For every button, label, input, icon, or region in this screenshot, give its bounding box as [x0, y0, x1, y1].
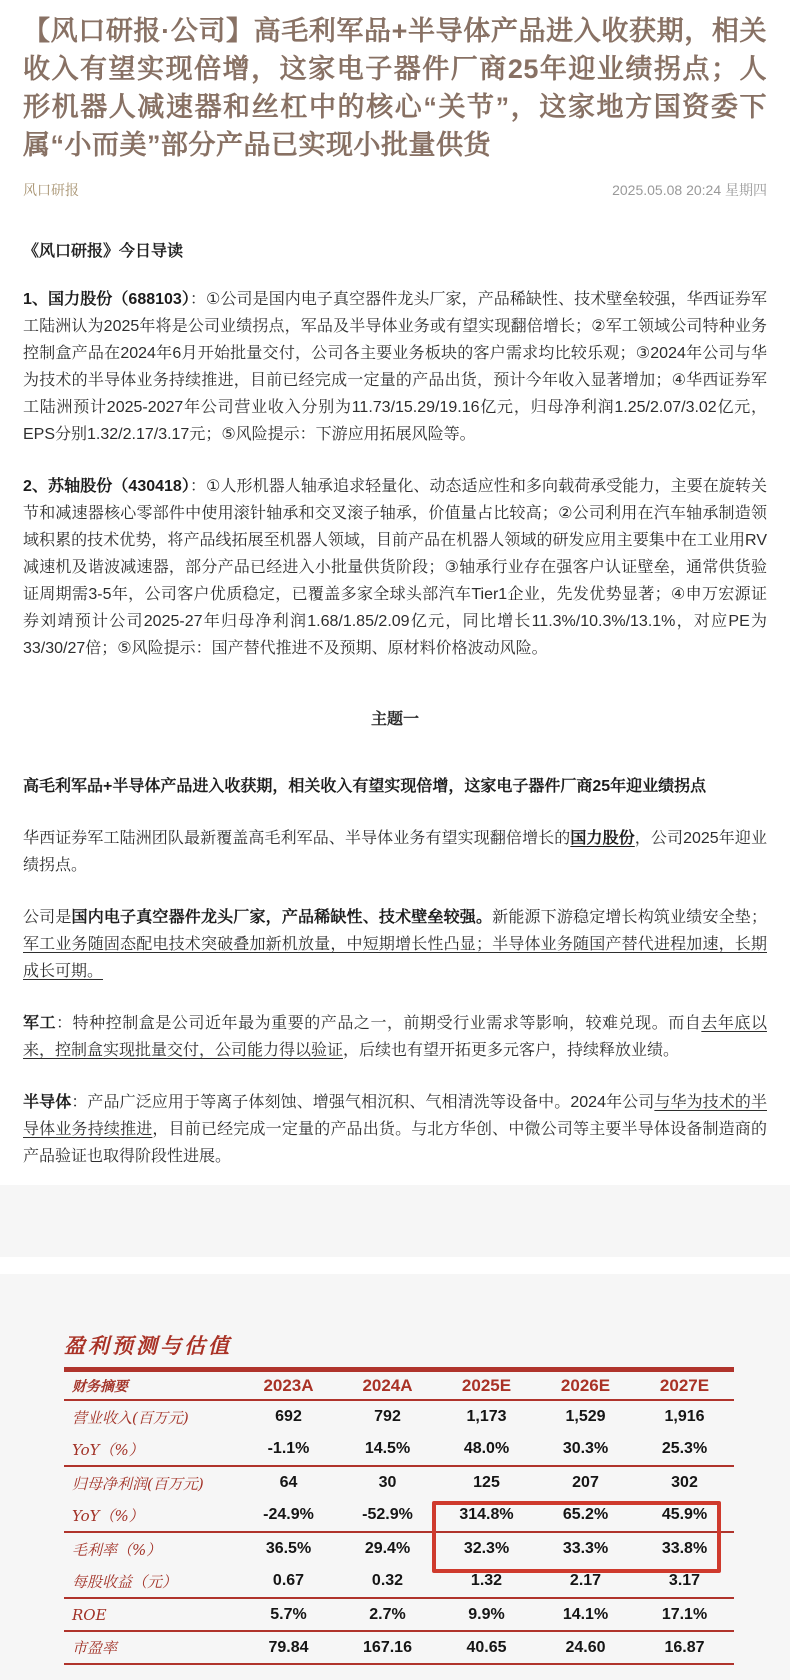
table-cell: 2.7% [369, 1605, 406, 1623]
table-cell: 302 [671, 1474, 698, 1491]
text-segment: ，后续也有望开拓更多元客户，持续释放业绩。 [343, 1042, 680, 1059]
text-segment: ：产品广泛应用于等离子体刻蚀、增强气相沉积、气相清洗等设备中。2024年公司 [71, 1094, 655, 1111]
table-row [64, 1565, 734, 1598]
text-segment: ，目前已经完成一定量的产品出货。与北方华创、中微公司等主要半导体设备制造商的产品验证也取得阶段性进展。 [23, 1121, 767, 1165]
stock-link[interactable]: 国力股份 [570, 830, 635, 847]
row-label: 毛利率（%） [72, 1540, 162, 1559]
lead-paragraph [23, 286, 767, 448]
text-segment: 公司是 [23, 909, 72, 926]
year-column-header: 2024A [362, 1375, 413, 1395]
row-label: YoY（%） [72, 1506, 144, 1525]
table-cell: -24.9% [263, 1506, 314, 1523]
table-cell: 24.60 [565, 1638, 606, 1656]
table-cell: 125 [473, 1474, 500, 1491]
table-cell: 45.9% [661, 1506, 708, 1523]
table-cell: 1,173 [466, 1408, 507, 1425]
year-column-header: 2027E [659, 1375, 710, 1395]
table-cell: 29.4% [364, 1540, 411, 1557]
text-segment: 新能源下游稳定增长构筑业绩安全垫； [492, 909, 767, 926]
text-segment: 1、国力股份（688103） [23, 291, 190, 308]
row-label: ROE [72, 1605, 107, 1624]
table-row [64, 1433, 734, 1466]
row-label: 市盈率 [72, 1639, 118, 1657]
row-label: YoY（%） [72, 1440, 144, 1459]
table-cell: 79.84 [268, 1638, 309, 1656]
table-row [64, 1532, 734, 1565]
table-cell: 14.5% [364, 1440, 411, 1457]
profit-forecast-card [64, 1330, 734, 1665]
text-segment: ：①公司是国内电子真空器件龙头厂家，产品稀缺性、技术壁垒较强，华西证券军工陆洲认为2025年将是公司业绩拐点，军品及半导体业务或有望实现翻倍增长；②军工领域公司特种业务控制盒产品在2024年6月开始批量交付，公司各主要业务板块的客户需求均比较乐观；③2024年公司与华为技术的半导体业务持续推进，目前已经完成一定量的产品出货，预计今年收入显著增加；④华西证券军工陆洲预计2025-2027年公司营业收入分别为11.73/15.29/19.16亿元，归母净利润1.25/2.07/3.02亿元，EPS分别1.32/2.17/3.17元；⑤风险提示：下游应用拓展风险等。 [23, 291, 767, 443]
table-row [64, 1400, 734, 1433]
table-cell: 167.16 [363, 1638, 412, 1656]
summary-column-header: 财务摘要 [72, 1378, 128, 1395]
body-paragraph [23, 1089, 767, 1170]
text-segment: ：特种控制盒是公司近年最为重要的产品之一，前期受行业需求等影响，较难兑现。而自 [56, 1015, 702, 1032]
table-row [64, 1631, 734, 1664]
table-cell: 17.1% [661, 1605, 708, 1623]
text-segment: 半导体 [23, 1094, 72, 1111]
forecast-table [64, 1372, 734, 1665]
table-row [64, 1598, 734, 1631]
row-label: 每股收益（元） [72, 1572, 178, 1591]
table-cell: 14.1% [562, 1605, 609, 1623]
article-subtitle: 高毛利军品+半导体产品进入收获期，相关收入有望实现倍增，这家电子器件厂商25年迎业绩拐点 [23, 778, 707, 795]
text-segment: 去年底以来，控制盒实现批量交付，公司能力得以验证 [23, 1015, 767, 1059]
table-cell: 1,529 [565, 1408, 606, 1425]
body-paragraph [23, 825, 767, 879]
lead-paragraph [23, 473, 767, 662]
text-segment: 与华为技术的半导体业务持续推进 [23, 1094, 767, 1138]
table-cell: 314.8% [459, 1506, 514, 1523]
section-title: 《风口研报》今日导读 [23, 243, 184, 260]
year-column-header: 2023A [263, 1375, 314, 1395]
text-segment: 军工 [23, 1015, 57, 1032]
financials-section [0, 1185, 790, 1680]
table-cell: 692 [275, 1408, 302, 1425]
row-label: 营业收入(百万元) [72, 1408, 189, 1427]
text-segment: 军工业务随固态配电技术突破叠加新机放量，中短期增长性凸显；半导体业务随国产替代进程加速，长期成长可期。 [23, 936, 767, 980]
table-cell: 2.17 [569, 1572, 602, 1589]
table-cell: 25.3% [661, 1440, 708, 1457]
table-cell: -1.1% [267, 1440, 310, 1457]
text-segment: 华西证券军工陆洲团队最新覆盖高毛利军品、半导体业务有望实现翻倍增长的 [23, 830, 571, 847]
table-row [64, 1499, 734, 1532]
table-cell: 30 [378, 1474, 397, 1491]
table-cell: 48.0% [463, 1440, 510, 1457]
text-segment: 2、苏轴股份（430418） [23, 478, 190, 495]
table-cell: 792 [374, 1408, 401, 1425]
table-cell: 3.17 [668, 1572, 701, 1589]
table-cell: 16.87 [664, 1638, 705, 1656]
table-cell: 1,916 [664, 1408, 705, 1425]
table-cell: 1.32 [470, 1572, 503, 1589]
table-cell: 33.3% [562, 1540, 609, 1557]
year-column-header: 2026E [560, 1375, 611, 1395]
table-cell: 32.3% [463, 1540, 510, 1557]
table-cell: 5.7% [270, 1605, 307, 1623]
meta-row [23, 180, 767, 200]
table-cell: 40.65 [466, 1638, 507, 1656]
publish-datetime: 2025.05.08 20:24 星期四 [612, 182, 767, 198]
headline: 【风口研报·公司】高毛利军品+半导体产品进入收获期，相关收入有望实现倍增，这家电子器件厂商25年迎业绩拐点；人形机器人减速器和丝杠中的核心“关节”，这家地方国资委下属“小而美”部分产品已实现小批量供货 [23, 16, 767, 160]
theme-label: 主题一 [370, 711, 419, 728]
table-cell: 0.32 [371, 1572, 404, 1589]
table-header-row [64, 1372, 734, 1400]
text-segment: ：①人形机器人轴承追求轻量化、动态适应性和多向载荷承受能力，主要在旋转关节和减速器核心零部件中使用滚针轴承和交叉滚子轴承，价值量占比较高；②公司利用在汽车轴承制造领域积累的技术优势，将产品线拓展至机器人领域，目前产品在机器人领域的研发应用主要集中在工业用RV减速机及谐波减速器，部分产品已经进入小批量供货阶段；③轴承行业存在强客户认证壁垒，通常供货验证周期需3-5年，公司客户优质稳定，已覆盖多家全球头部汽车Tier1企业，先发优势显著；④申万宏源证券刘靖预计公司2025-27年归母净利润1.68/1.85/2.09亿元，同比增长11.3%/10.3%/13.1%，对应PE为33/30/27倍；⑤风险提示：国产替代推进不及预期、原材料价格波动风险。 [23, 478, 767, 657]
source-label[interactable]: 风口研报 [23, 182, 79, 198]
section-divider [0, 1257, 790, 1274]
table-cell: 36.5% [265, 1540, 312, 1557]
year-column-header: 2025E [461, 1375, 512, 1395]
body-paragraph [23, 904, 767, 985]
table-cell: -52.9% [362, 1506, 413, 1523]
table-cell: 30.3% [562, 1440, 609, 1457]
body-paragraph [23, 1010, 767, 1064]
table-cell: 9.9% [468, 1605, 505, 1623]
text-segment: 国内电子真空器件龙头厂家，产品稀缺性、技术壁垒较强。 [71, 909, 493, 926]
table-cell: 0.67 [272, 1572, 305, 1589]
row-label: 归母净利润(百万元) [72, 1474, 204, 1493]
table-cell: 64 [279, 1474, 298, 1491]
text-segment: ，公司2025年迎业绩拐点。 [23, 830, 767, 874]
table-cell: 207 [572, 1474, 599, 1491]
table-title: 盈利预测与估值 [64, 1333, 232, 1358]
table-cell: 33.8% [661, 1540, 708, 1557]
table-cell: 65.2% [562, 1506, 609, 1523]
table-row [64, 1466, 734, 1499]
